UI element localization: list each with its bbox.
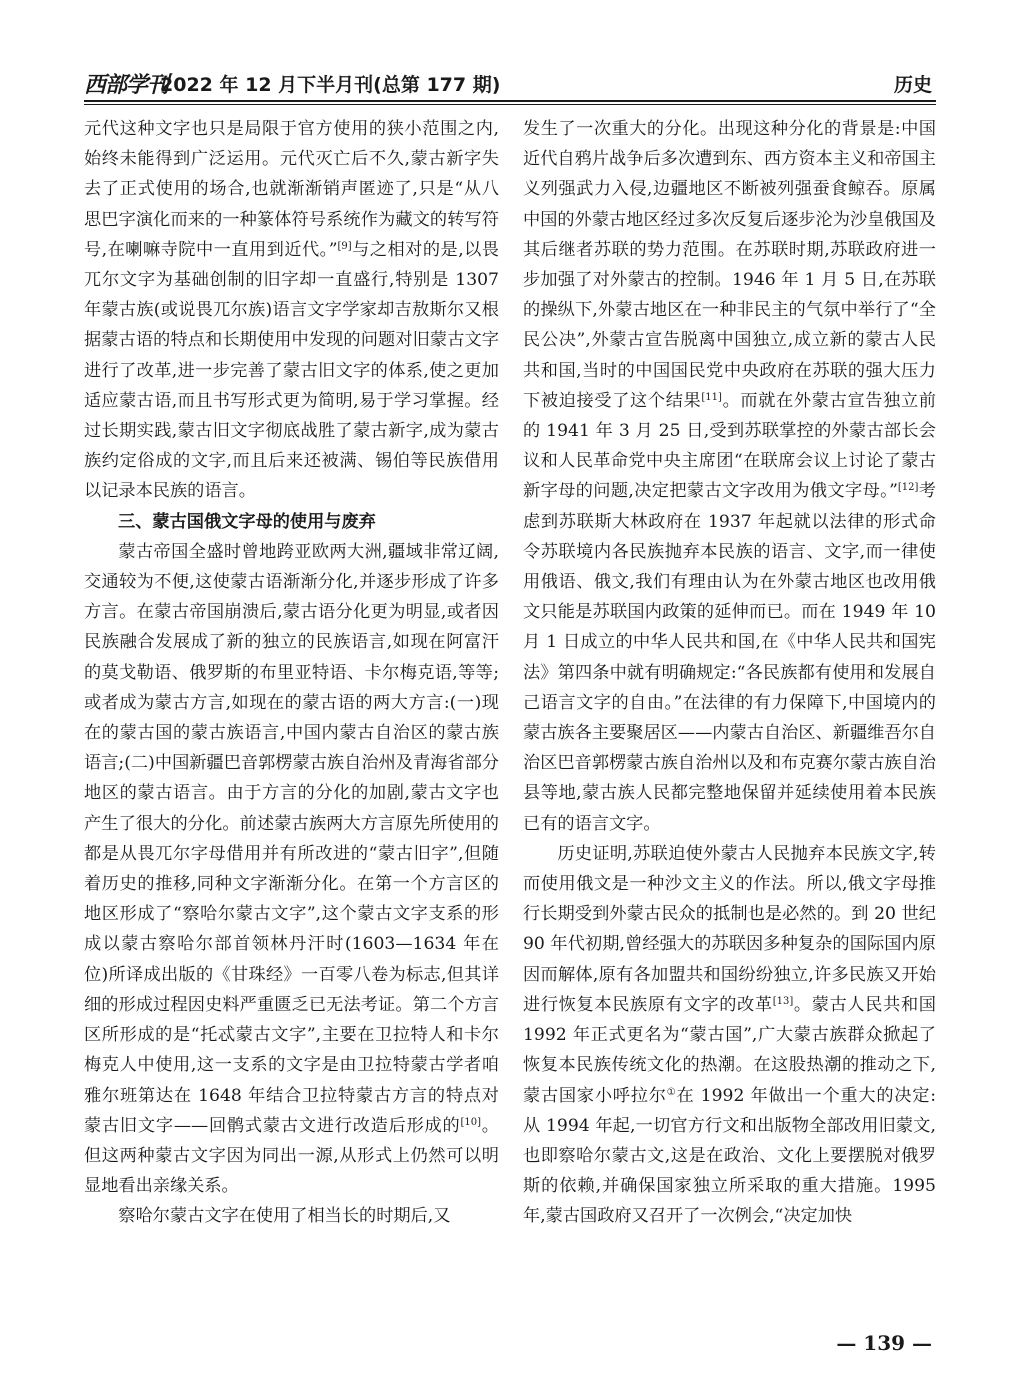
section-heading: 三、蒙古国俄文字母的使用与废弃 xyxy=(118,511,376,532)
journal-logo: 西部学刊 xyxy=(84,72,169,98)
section-title: 历史 xyxy=(893,74,932,96)
left-paragraph-2: 蒙古帝国全盛时曾地跨亚欧两大洲,疆域非常辽阔,交通较为不便,这使蒙古语渐渐分化,并逐步形成了许多方言。在蒙古帝国崩溃后,蒙古语分化更为明显,或者因民族融合发展成了新的独立的民族语言,如现在阿富汗的莫戈勒语、俄罗斯的布里亚特语、卡尔梅克语,等等;或者成为蒙古方言,如现在的蒙古语的两大方言:(一)现在的蒙古国的蒙古族语言,中国内蒙古自治区的蒙古族语言;(二)中国新疆巴音郭楞蒙古族自治州及青海省部分地区的蒙古语言。由于方言的分化的加剧,蒙古文字也产生了很大的分化。前述蒙古族两大方言原先所使用的都是从畏兀尔字母借用并有所改进的“蒙古旧字”,但随着历史的推移,同种文字渐渐分化。在第一个方言区的地区形成了“察哈尔蒙古文字”,这个蒙古文字支系的形成以蒙古察哈尔部首领林丹汗时(1603—1634 年在位)所译成出版的《甘珠经》一百零八卷为标志,但其详细的形成过程因史料严重匮乏已无法考证。第二个方言区所形成的是“托忒蒙古文字”,主要在卫拉特人和卡尔梅克人中使用,这一支系的文字是由卫拉特蒙古学者咱雅尔班第达在 1648 年结合卫拉特蒙古方言的特点对蒙古旧文字——回鹘式蒙古文进行改造后形成的[10]。但这两种蒙古文字因为同出一源,从形式上仍然可以明显地看出亲缘关系。 xyxy=(84,541,499,1197)
citation-ref: [10] xyxy=(460,1116,482,1128)
issue-info: 2022 年 12 月下半月刊(总第 177 期) xyxy=(160,74,501,96)
citation-ref: [11] xyxy=(701,391,722,403)
left-column xyxy=(84,114,499,1232)
left-paragraph-1: 元代这种文字也只是局限于官方使用的狭小范围之内,始终未能得到广泛运用。元代灭亡后不久,蒙古新字失去了正式使用的场合,也就渐渐销声匿迹了,只是“从八思巴字演化而来的一种篆体符号系统作为藏文的转写符号,在喇嘛寺院中一直用到近代。”[9]与之相对的是,以畏兀尔文字为基础创制的旧字却一直盛行,特别是 1307 年蒙古族(或说畏兀尔族)语言文字学家却吉敖斯尔又根据蒙古语的特点和长期使用中发现的问题对旧蒙古文字进行了改革,进一步完善了蒙古旧文字的体系,使之更加适应蒙古语,而且书写形式更为简明,易于学习掌握。经过长期实践,蒙古旧文字彻底战胜了蒙古新字,成为蒙古族约定俗成的文字,而且后来还被满、锡伯等民族借用以记录本民族的语言。 xyxy=(84,119,499,502)
header-rule-thin xyxy=(84,104,936,105)
right-paragraph-1: 发生了一次重大的分化。出现这种分化的背景是:中国近代自鸦片战争后多次遭到东、西方资本主义和帝国主义列强武力入侵,边疆地区不断被列强蚕食鲸吞。原属中国的外蒙古地区经过多次反复后逐步沦为沙皇俄国及其后继者苏联的势力范围。在苏联时期,苏联政府进一步加强了对外蒙古的控制。1946 年 1 月 5 日,在苏联的操纵下,外蒙古地区在一种非民主的气氛中举行了“全民公决”,外蒙古宣告脱离中国独立,成立新的蒙古人民共和国,当时的中国国民党中央政府在苏联的强大压力下被迫接受了这个结果[11]。而就在外蒙古宣告独立前的 1941 年 3 月 25 日,受到苏联掌控的外蒙古部长会议和人民革命党中央主席团“在联席会议上讨论了蒙古新字母的问题,决定把蒙古文字改用为俄文字母。”[12]考虑到苏联斯大林政府在 1937 年起就以法律的形式命令苏联境内各民族抛弃本民族的语言、文字,而一律使用俄语、俄文,我们有理由认为在外蒙古地区也改用俄文只能是苏联国内政策的延伸而已。而在 1949 年 10 月 1 日成立的中华人民共和国,在《中华人民共和国宪法》第四条中就有明确规定:“各民族都有使用和发展自己语言文字的自由。”在法律的有力保障下,中国境内的蒙古族各主要聚居区——内蒙古自治区、新疆维吾尔自治区巴音郭楞蒙古族自治州以及和布克赛尔蒙古族自治县等地,蒙古族人民都完整地保留并延续使用着本民族已有的语言文字。 xyxy=(523,119,936,834)
header-rule-thick xyxy=(84,100,936,102)
citation-ref: [9] xyxy=(337,240,352,252)
footnote-marker: ① xyxy=(666,1086,677,1098)
right-column xyxy=(523,114,936,1232)
page-header xyxy=(0,0,1024,100)
right-paragraph-2: 历史证明,苏联迫使外蒙古人民抛弃本民族文字,转而使用俄文是一种沙文主义的作法。所以,俄文字母推行长期受到外蒙古民众的抵制也是必然的。到 20 世纪 90 年代初期,曾经强大的苏联因多种复杂的国际国内原因而解体,原有各加盟共和国纷纷独立,许多民族又开始进行恢复本民族原有文字的改革[13]。蒙古人民共和国 1992 年正式更名为“蒙古国”,广大蒙古族群众掀起了恢复本民族传统文化的热潮。在这股热潮的推动之下,蒙古国家小呼拉尔①在 1992 年做出一个重大的决定:从 1994 年起,一切官方行文和出版物全部改用旧蒙文,也即察哈尔蒙古文,这是在政治、文化上要摆脱对俄罗斯的依赖,并确保国家独立所采取的重大措施。1995 年,蒙古国政府又召开了一次例会,“决定加快 xyxy=(523,843,936,1227)
citation-ref: [13] xyxy=(772,995,794,1007)
citation-ref: [12] xyxy=(897,482,919,494)
page-number: — 139 — xyxy=(836,1331,932,1355)
left-paragraph-3: 察哈尔蒙古文字在使用了相当长的时期后,又 xyxy=(118,1206,451,1227)
